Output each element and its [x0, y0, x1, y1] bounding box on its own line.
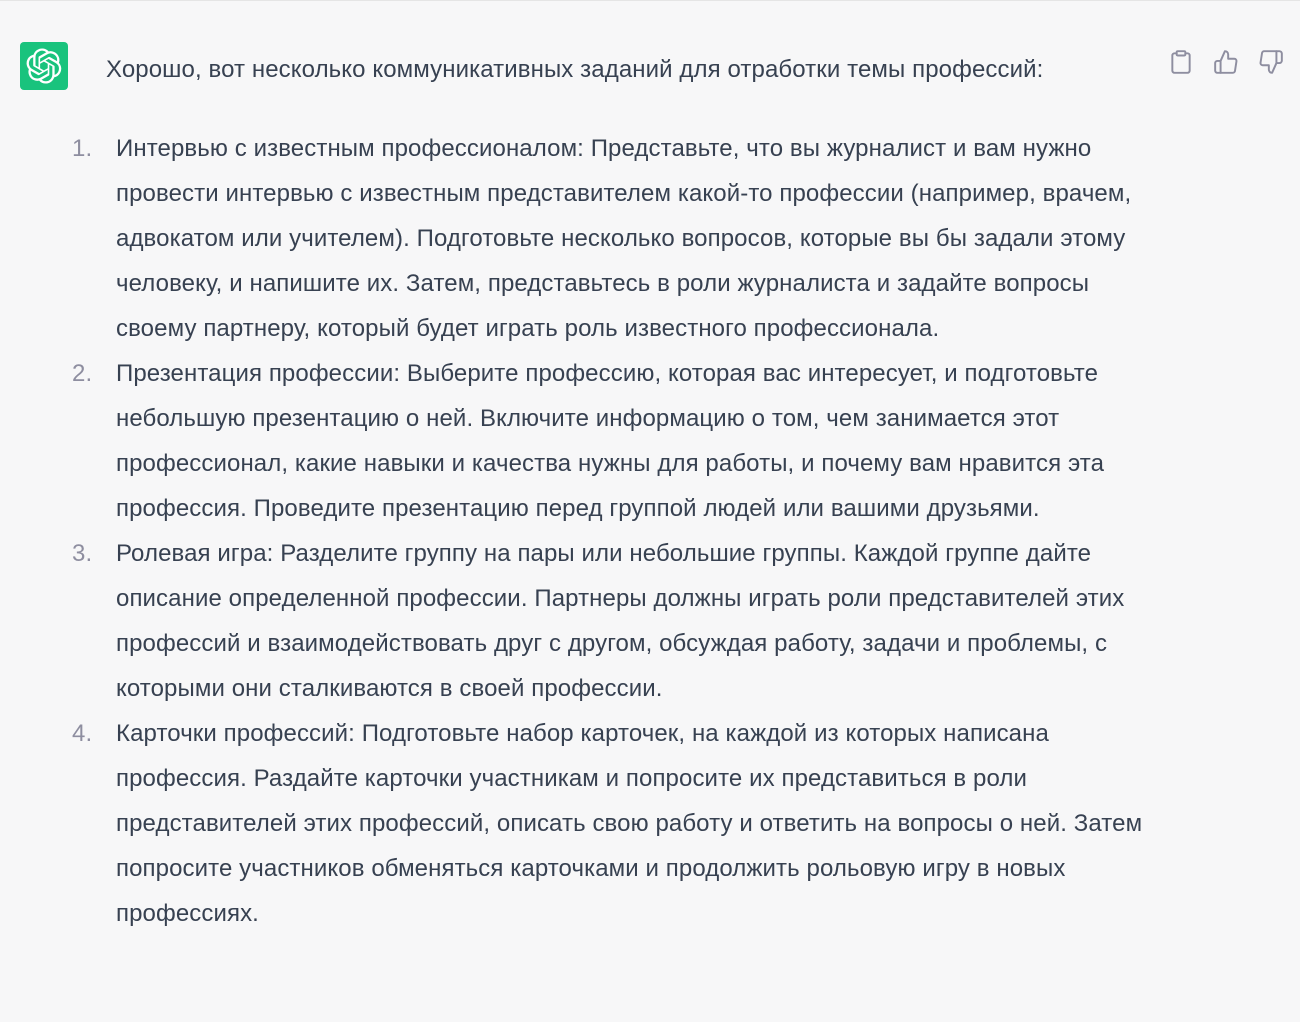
- clipboard-icon: [1168, 49, 1194, 75]
- copy-button[interactable]: [1168, 49, 1194, 75]
- list-item: [72, 531, 1156, 711]
- list-item: [72, 351, 1156, 531]
- list-item: [72, 126, 1156, 351]
- list-item-number: 3.: [72, 540, 93, 567]
- message-actions: [1168, 49, 1284, 75]
- task-list: [72, 126, 1156, 936]
- openai-logo-icon: [26, 48, 62, 84]
- list-item-text: Карточки профессий: Подготовьте набор карточек, на каждой из которых написана профессия. Раздайте карточки участникам и попросите их представиться в роли представителей этих профессий, описать свою работу и ответить на вопросы о ней. Затем попросите участников обменяться карточками и продолжить рольовую игру в новых профессиях.: [116, 720, 1143, 927]
- assistant-message: [72, 47, 1156, 936]
- list-item-text: Интервью с известным профессионалом: Представьте, что вы журналист и вам нужно провести интервью с известным представителем какой-то профессии (например, врачем, адвокатом или учителем). Подготовьте несколько вопросов, которые вы бы задали этому человеку, и напишите их. Затем, представьтесь в роли журналиста и задайте вопросы своему партнеру, который будет играть роль известного профессионала.: [116, 135, 1132, 342]
- thumbs-down-icon: [1258, 49, 1284, 75]
- thumbs-up-icon: [1213, 49, 1239, 75]
- assistant-avatar: [20, 42, 68, 90]
- list-item-text: Ролевая игра: Разделите группу на пары или небольшие группы. Каждой группе дайте описание определенной профессии. Партнеры должны играть роли представителей этих профессий и взаимодействовать друг с другом, обсуждая работу, задачи и проблемы, с которыми они сталкиваются в своей профессии.: [116, 540, 1125, 702]
- dislike-button[interactable]: [1258, 49, 1284, 75]
- list-item-text: Презентация профессии: Выберите профессию, которая вас интересует, и подготовьте небольшую презентацию о ней. Включите информацию о том, чем занимается этот профессионал, какие навыки и качества нужны для работы, и почему вам нравится эта профессия. Проведите презентацию перед группой людей или вашими друзьями.: [116, 360, 1105, 522]
- list-item-number: 2.: [72, 360, 93, 387]
- message-intro: Хорошо, вот несколько коммуникативных заданий для отработки темы профессий:: [106, 56, 1044, 83]
- like-button[interactable]: [1213, 49, 1239, 75]
- list-item: [72, 711, 1156, 936]
- list-item-number: 1.: [72, 135, 93, 162]
- list-item-number: 4.: [72, 720, 93, 747]
